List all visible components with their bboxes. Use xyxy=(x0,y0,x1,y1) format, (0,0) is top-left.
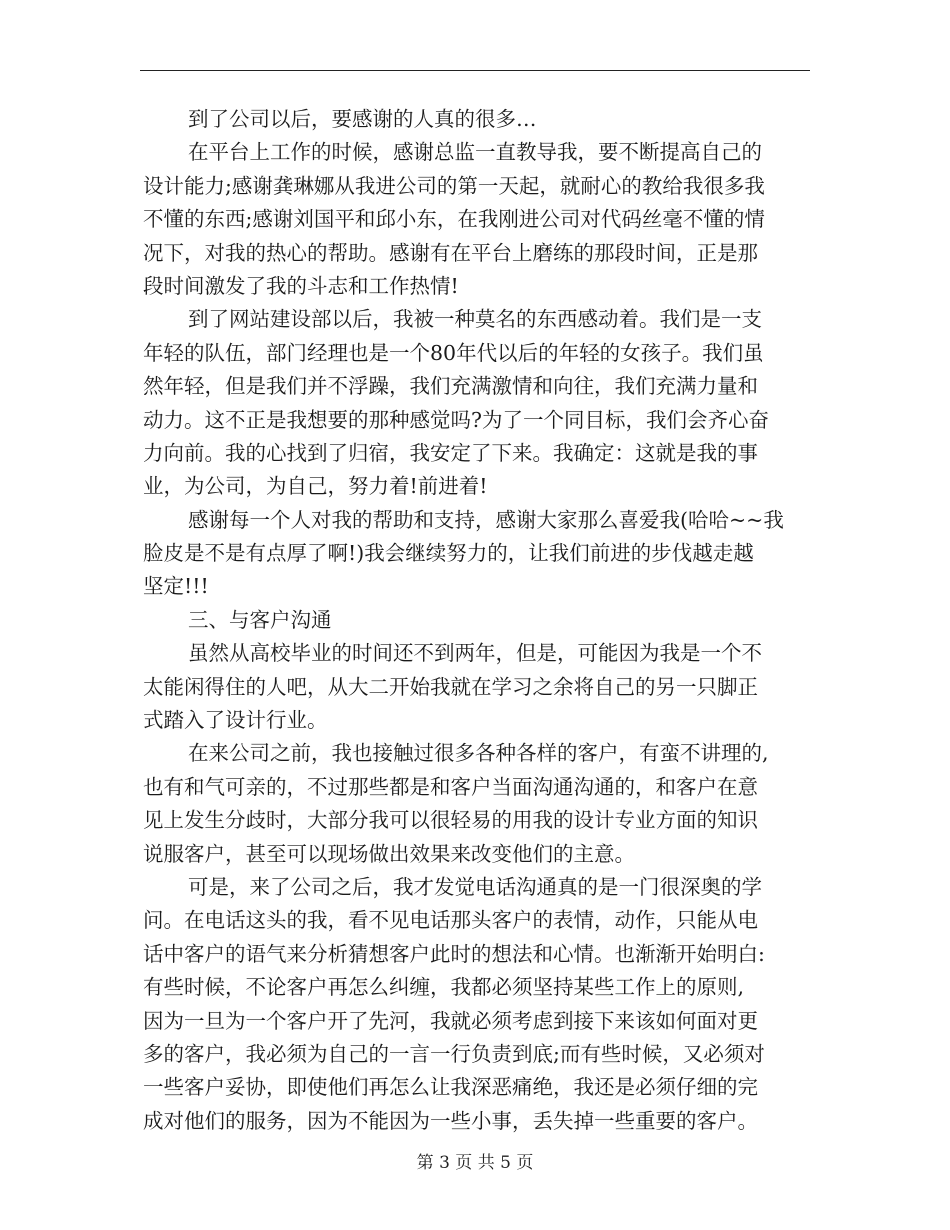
page-number: 第 3 页 共 5 页 xyxy=(416,1153,534,1173)
text-line: 设计能力;感谢龚琳娜从我进公司的第一天起，就耐心的教给我很多我 xyxy=(143,173,765,198)
header-rule xyxy=(140,70,810,71)
text-line: 年轻的队伍，部门经理也是一个80年代以后的年轻的女孩子。我们虽 xyxy=(143,340,764,365)
text-line: 脸皮是不是有点厚了啊!)我会继续努力的，让我们前进的步伐越走越 xyxy=(143,541,754,566)
text-line: 不懂的东西;感谢刘国平和邱小东，在我刚进公司对代码丝毫不懂的情 xyxy=(143,207,765,232)
text-line: 式踏入了设计行业。 xyxy=(143,708,328,733)
text-line: 也有和气可亲的，不过那些都是和客户当面沟通沟通的，和客户在意 xyxy=(143,774,758,799)
text-line: 多的客户，我必须为自己的一言一行负责到底;而有些时候，又必须对 xyxy=(143,1041,765,1066)
text-line: 见上发生分歧时，大部分我可以很轻易的用我的设计专业方面的知识 xyxy=(143,808,758,833)
text-line: 在来公司之前，我也接触过很多各种各样的客户，有蛮不讲理的, xyxy=(188,741,769,766)
text-line: 话中客户的语气来分析猜想客户此时的想法和心情。也渐渐开始明白: xyxy=(143,941,765,966)
text-line: 在平台上工作的时候，感谢总监一直教导我，要不断提高自己的 xyxy=(188,140,762,165)
text-line: 可是，来了公司之后，我才发觉电话沟通真的是一门很深奥的学 xyxy=(188,874,762,899)
text-line: 坚定!!! xyxy=(143,574,209,599)
document-body xyxy=(143,103,807,1138)
text-line: 业，为公司，为自己，努力着!前进着! xyxy=(143,474,488,499)
section-heading: 三、与客户沟通 xyxy=(188,607,332,632)
text-line: 到了网站建设部以后，我被一种莫名的东西感动着。我们是一支 xyxy=(188,307,762,332)
text-line: 问。在电话这头的我，看不见电话那头客户的表情，动作，只能从电 xyxy=(143,908,758,933)
text-line: 因为一旦为一个客户开了先河，我就必须考虑到接下来该如何面对更 xyxy=(143,1008,758,1033)
text-line: 一些客户妥协，即使他们再怎么让我深恶痛绝，我还是必须仔细的完 xyxy=(143,1075,758,1100)
text-line: 有些时候，不论客户再怎么纠缠，我都必须坚持某些工作上的原则, xyxy=(143,975,745,1000)
text-line: 然年轻，但是我们并不浮躁，我们充满激情和向往，我们充满力量和 xyxy=(143,374,758,399)
text-line: 说服客户，甚至可以现场做出效果来改变他们的主意。 xyxy=(143,841,635,866)
text-line: 段时间激发了我的斗志和工作热情! xyxy=(143,273,459,298)
text-line: 虽然从高校毕业的时间还不到两年，但是，可能因为我是一个不 xyxy=(188,641,762,666)
text-line: 成对他们的服务，因为不能因为一些小事，丢失掉一些重要的客户。 xyxy=(143,1108,758,1133)
text-line: 感谢每一个人对我的帮助和支持，感谢大家那么喜爱我(哈哈~~我 xyxy=(188,507,784,532)
text-line: 力向前。我的心找到了归宿，我安定了下来。我确定：这就是我的事 xyxy=(143,440,758,465)
text-line: 况下，对我的热心的帮助。感谢有在平台上磨练的那段时间，正是那 xyxy=(143,240,758,265)
text-line: 太能闲得住的人吧，从大二开始我就在学习之余将自己的另一只脚正 xyxy=(143,674,758,699)
text-line: 到了公司以后，要感谢的人真的很多… xyxy=(188,107,537,131)
text-line: 动力。这不正是我想要的那种感觉吗?为了一个同目标，我们会齐心奋 xyxy=(143,407,769,432)
